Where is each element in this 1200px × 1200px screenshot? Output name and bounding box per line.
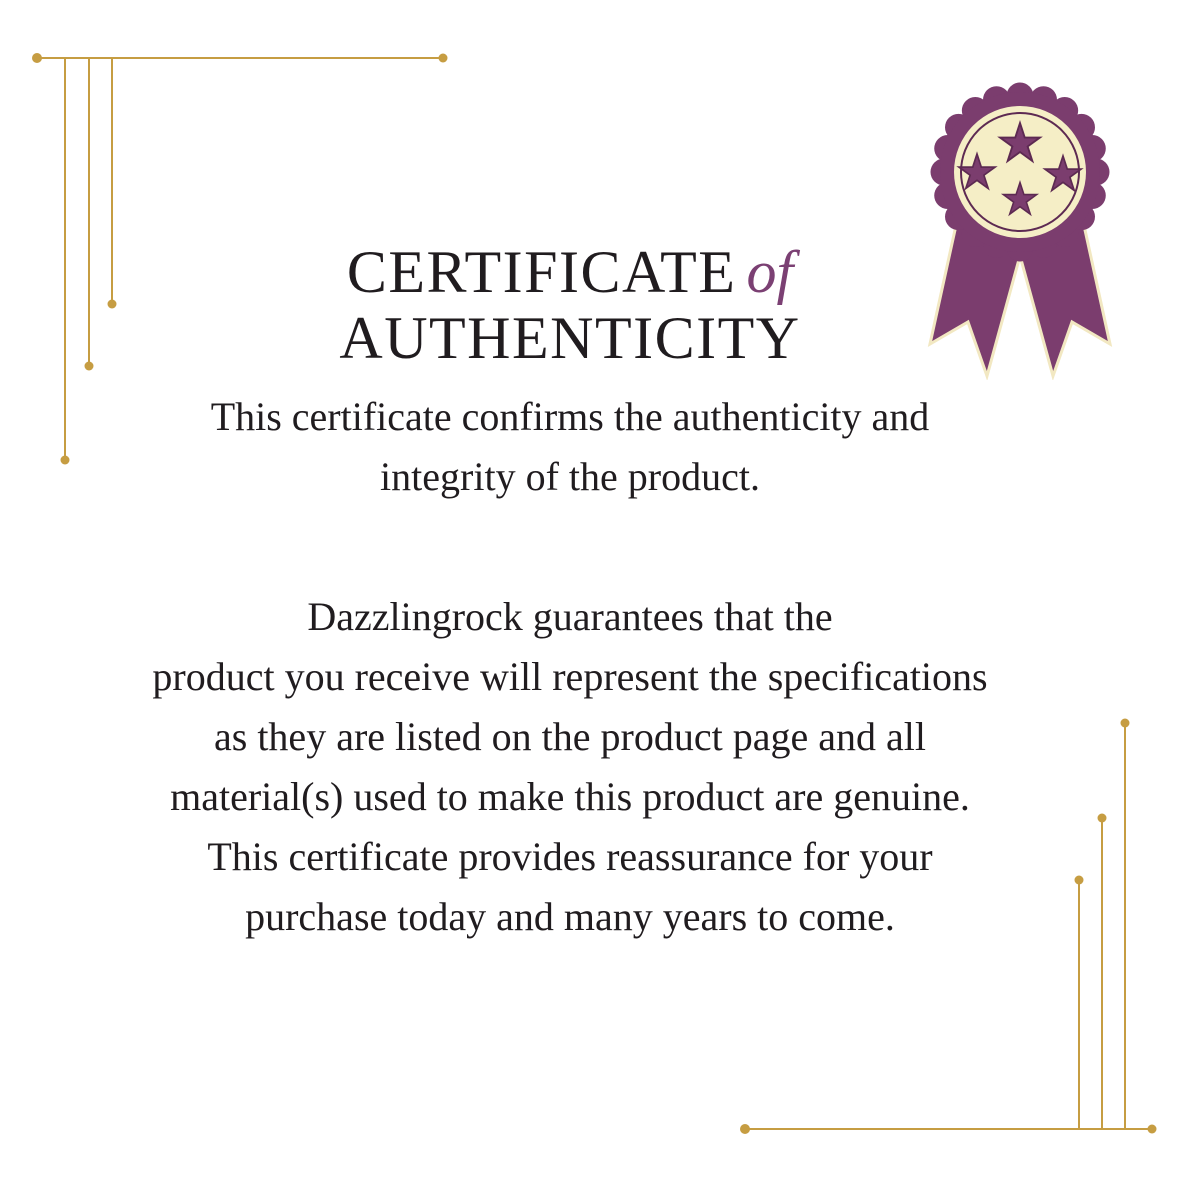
title-line-2: AUTHENTICITY (339, 305, 801, 371)
guarantee-line-5: This certificate provides reassurance for your (207, 834, 933, 879)
guarantee-paragraph (70, 587, 1070, 947)
guarantee-line-1: Dazzlingrock guarantees that the (307, 594, 833, 639)
intro-paragraph (70, 387, 1070, 507)
title-line-1 (70, 239, 1070, 305)
title-word-of: of (746, 239, 794, 305)
guarantee-line-6: purchase today and many years to come. (245, 894, 895, 939)
title-word-certificate: CERTIFICATE (346, 239, 737, 305)
intro-line-1: This certificate confirms the authenticity and (210, 394, 930, 439)
intro-line-2: integrity of the product. (380, 454, 760, 499)
guarantee-line-2: product you receive will represent the specifications (152, 654, 988, 699)
certificate-title (70, 239, 1070, 371)
guarantee-line-3: as they are listed on the product page and all (214, 714, 926, 759)
guarantee-line-4: material(s) used to make this product are genuine. (170, 774, 970, 819)
